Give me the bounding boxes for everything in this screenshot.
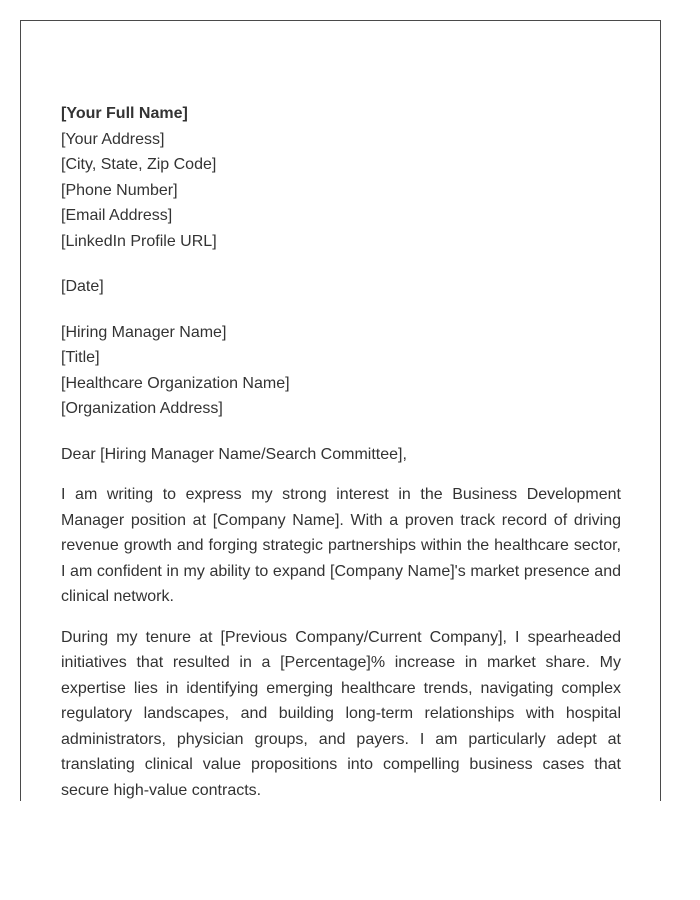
date-block xyxy=(61,274,621,300)
sender-block xyxy=(61,101,621,254)
recipient-organization: [Healthcare Organization Name] xyxy=(61,374,290,392)
sender-linkedin: [LinkedIn Profile URL] xyxy=(61,232,217,250)
recipient-name: [Hiring Manager Name] xyxy=(61,323,227,341)
body-paragraph-1: I am writing to express my strong interest in the Business Development Manager position at [Company Name]. With a proven track record of driving revenue growth and forging strategic partnerships within the healthcare sector, I am confident in my ability to expand [Company Name]'s market presence and clinical network. xyxy=(61,486,621,605)
sender-name: [Your Full Name] xyxy=(61,105,188,122)
letter-date: [Date] xyxy=(61,278,104,295)
sender-email: [Email Address] xyxy=(61,207,173,224)
sender-address: [Your Address] xyxy=(61,130,165,148)
salutation: Dear [Hiring Manager Name/Search Committee], xyxy=(61,445,407,463)
recipient-address: [Organization Address] xyxy=(61,400,223,417)
recipient-block xyxy=(61,320,621,422)
letter-page xyxy=(20,20,661,801)
body-paragraph-2: During my tenure at [Previous Company/Current Company], I spearheaded initiatives that resulted in a [Percentage]% increase in market share. My expertise lies in identifying emerging healthcare trends, navigating complex regulatory landscapes, and building long-term relationships with hospital administrators, physician groups, and payers. I am particularly adept at translating clinical value propositions into compelling business cases that secure high-value contracts. xyxy=(61,628,621,799)
letter-content xyxy=(61,101,621,801)
recipient-title: [Title] xyxy=(61,349,100,366)
sender-phone: [Phone Number] xyxy=(61,181,178,199)
sender-city-state-zip: [City, State, Zip Code] xyxy=(61,156,217,173)
